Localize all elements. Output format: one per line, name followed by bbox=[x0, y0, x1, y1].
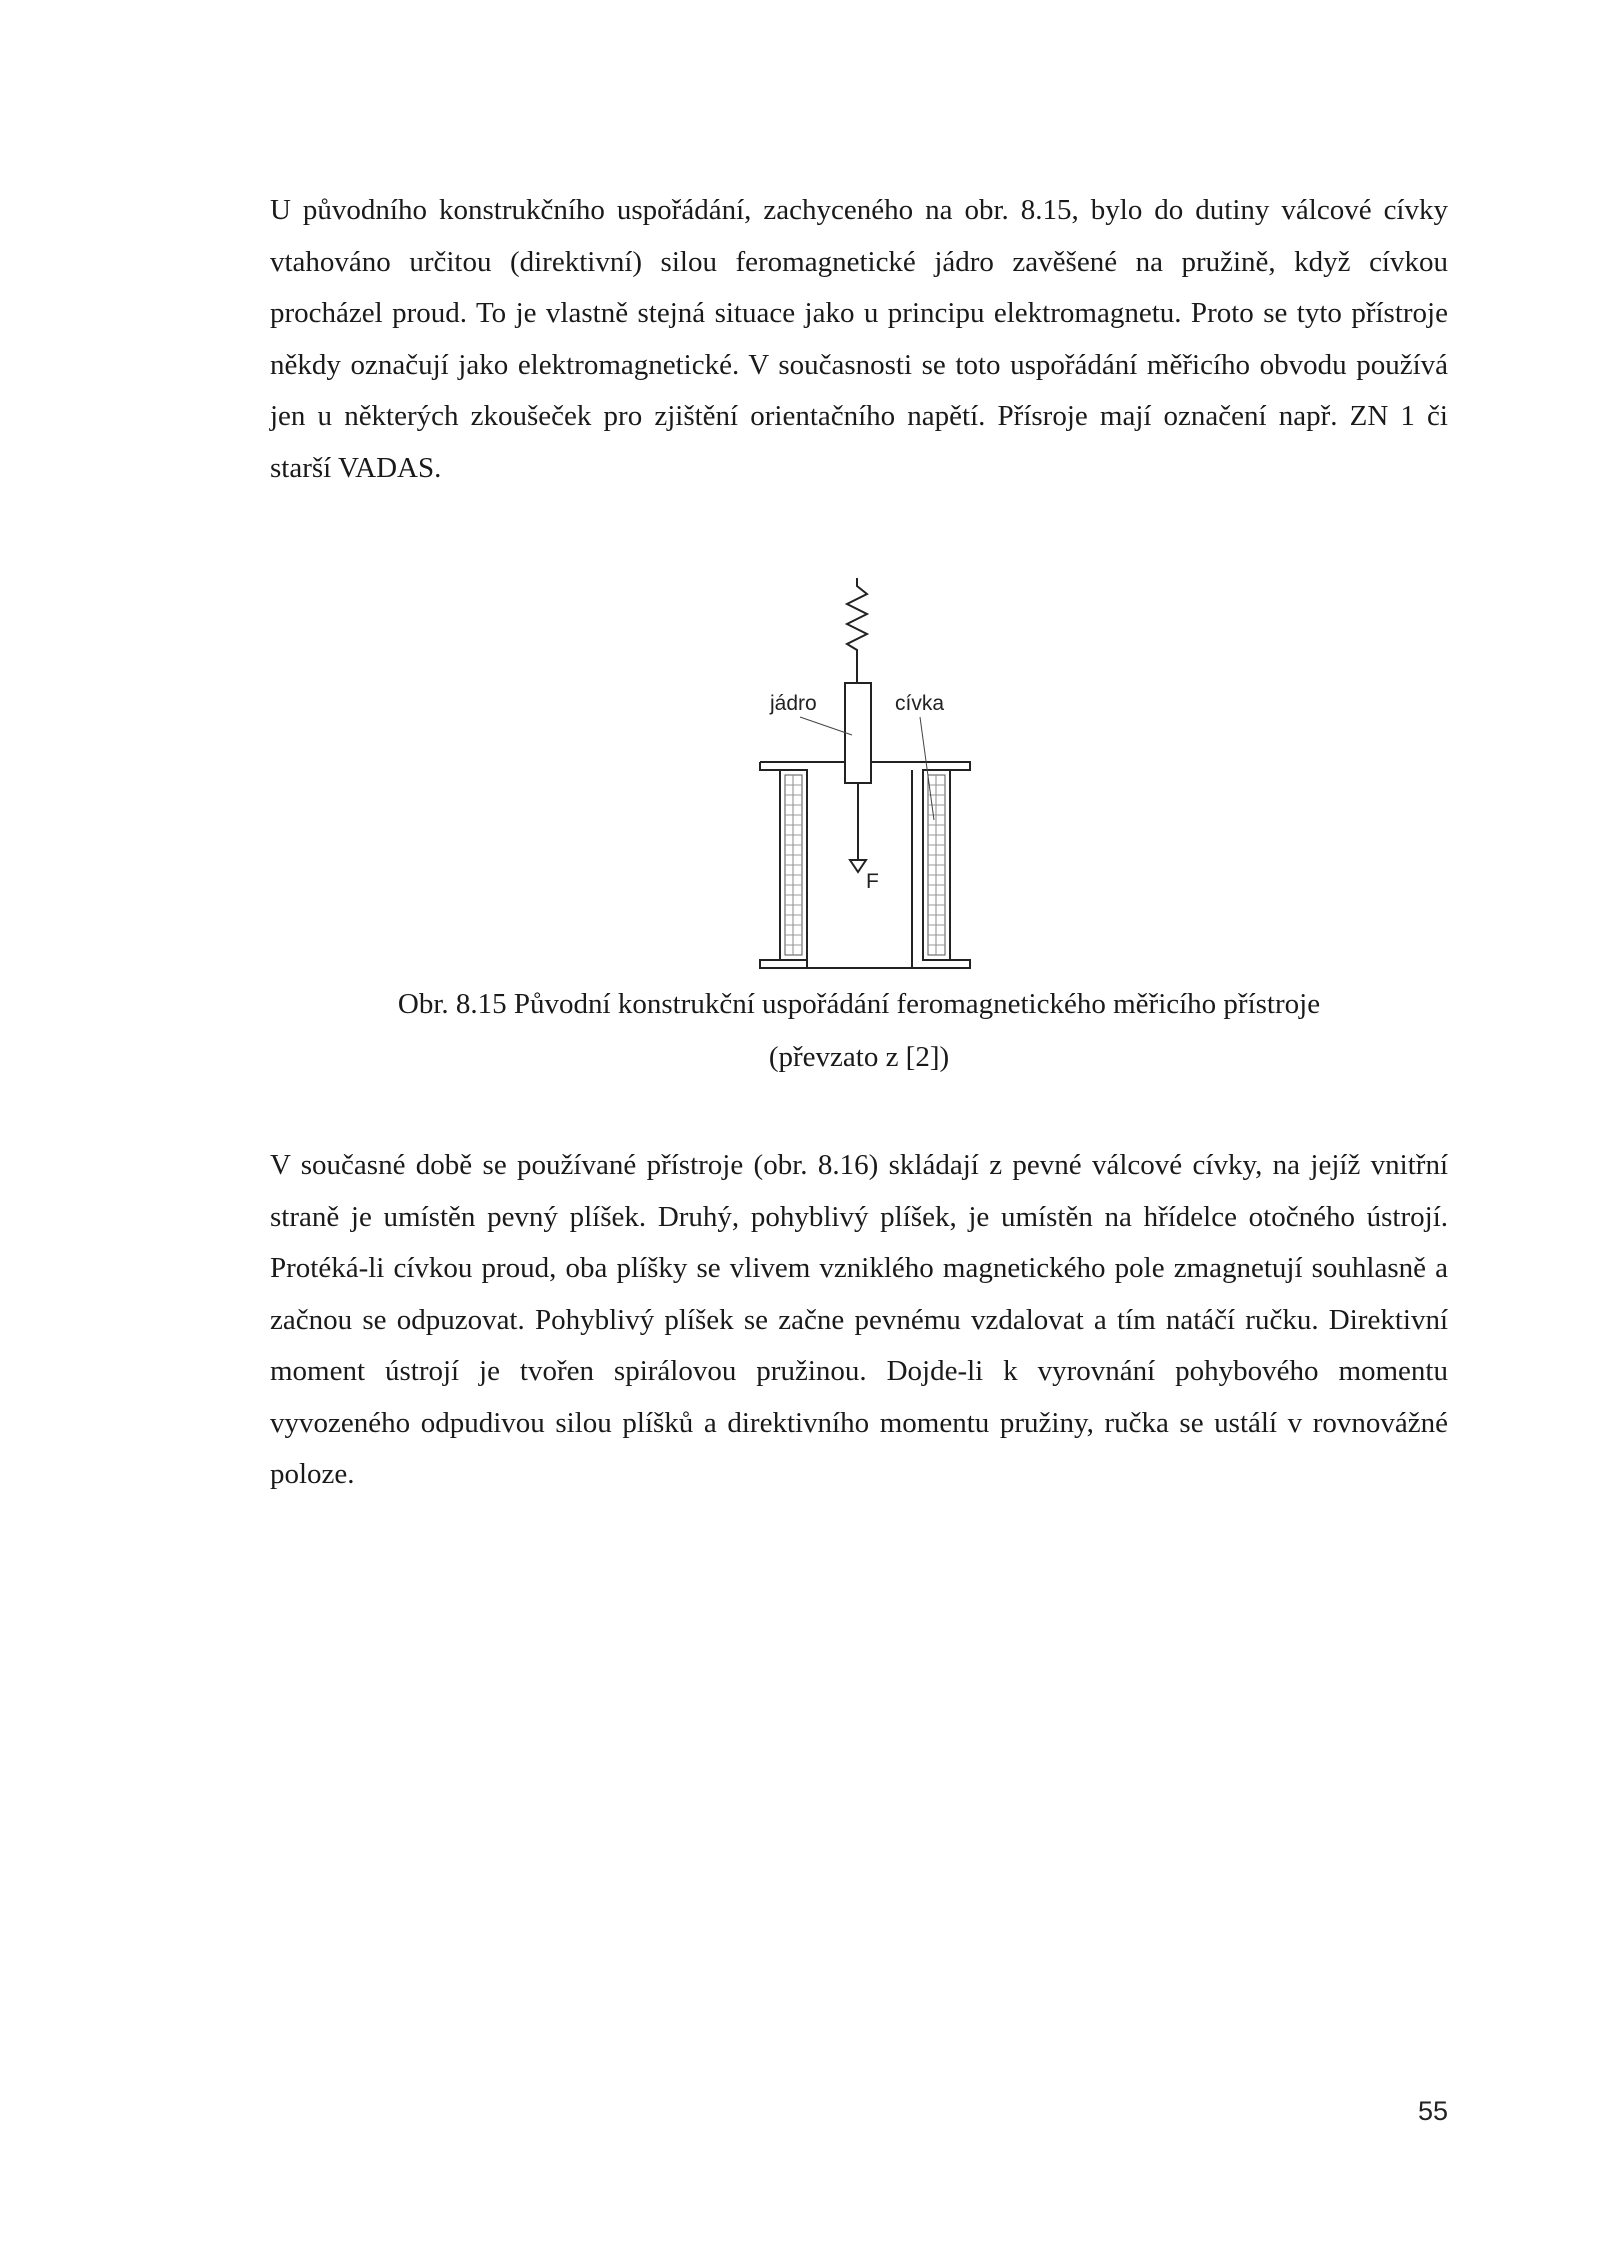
caption-line-2: (převzato z [2]) bbox=[768, 1041, 950, 1073]
caption-line-1: Obr. 8.15 Původní konstrukční uspořádání feromagnetického měřicího přístroje bbox=[397, 988, 1321, 1020]
paragraph-1: U původního konstrukčního uspořádání, zachyceného na obr. 8.15, bylo do dutiny válcové cívky vtahováno určitou (direktivní) silou feromagnetické jádro zavěšené na pružině, když cívkou procházel proud. To je vlastně stejná situace jako u principu elektromagnetu. Proto se tyto přístroje někdy označují jako elektromagnetické. V současnosti se toto uspořádání měřicího obvodu používá jen u některých zkoušeček pro zjištění orientačního napětí. Přísroje mají označení např. ZN 1 či starší VADAS. bbox=[270, 194, 1448, 484]
core-label: jádro bbox=[770, 692, 817, 715]
left-winding bbox=[780, 770, 807, 960]
core-rod bbox=[845, 683, 871, 783]
force-label: F bbox=[866, 870, 879, 893]
page-number: 55 bbox=[1417, 2096, 1448, 2126]
figure-electromagnet-diagram bbox=[740, 570, 1020, 970]
figure-caption bbox=[270, 978, 1448, 1084]
coil-label: cívka bbox=[895, 692, 945, 715]
spring bbox=[847, 578, 867, 683]
force-arrow-head bbox=[850, 860, 866, 872]
paragraph-2: V současné době se používané přístroje (obr. 8.16) skládají z pevné válcové cívky, na jejíž vnitřní straně je umístěn pevný plíšek. Druhý, pohyblivý plíšek, je umístěn na hřídelce otočného ústrojí. Protéká-li cívkou proud, oba plíšky se vlivem vzniklého magnetického pole zmagnetují souhlasně a začnou se odpuzovat. Pohyblivý plíšek se začne pevnému vzdalovat a tím natáčí ručku. Direktivní moment ústrojí je tvořen spirálovou pružinou. Dojde-li k vyrovnání pohybového momentu vyvozeného odpudivou silou plíšků a direktivního momentu pružiny, ručka se ustálí v rovnovážné poloze. bbox=[270, 1149, 1448, 1490]
right-winding bbox=[923, 770, 950, 960]
